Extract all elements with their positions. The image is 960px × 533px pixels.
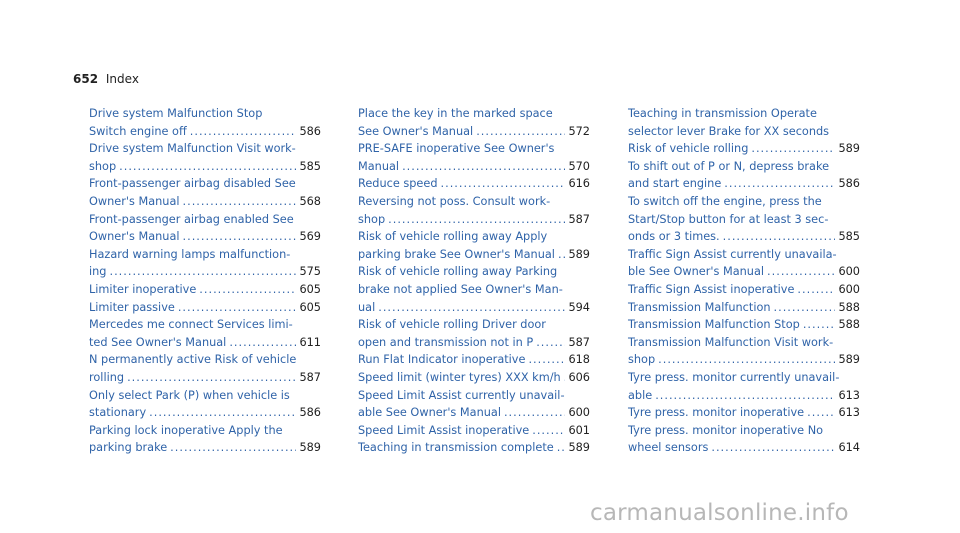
- index-entry-text: Risk of vehicle rolling away Parking: [358, 265, 558, 279]
- leader-dots: [536, 334, 565, 352]
- index-entry-line: [89, 193, 321, 211]
- page-reference: 586: [299, 124, 321, 138]
- page-reference: 616: [568, 177, 590, 191]
- index-entry-text: Parking lock inoperative Apply the: [89, 423, 283, 437]
- index-entry-text: Risk of vehicle rolling Driver door: [358, 318, 546, 332]
- section-title: Index: [105, 72, 139, 86]
- index-entry-line: [89, 263, 321, 281]
- leader-dots: [402, 158, 565, 176]
- index-entry-text: PRE-SAFE inoperative See Owner's: [358, 142, 555, 156]
- index-entry-line: [628, 281, 860, 299]
- index-entry-text: Speed Limit Assist currently unavail-: [358, 388, 565, 402]
- index-entry-text: Manual: [358, 159, 400, 173]
- index-entry-text: To switch off the engine, press the: [628, 194, 822, 208]
- index-entry-text: Front-passenger airbag enabled See: [89, 212, 294, 226]
- index-entry-text: Risk of vehicle rolling away Apply: [358, 230, 548, 244]
- index-entry-line: [358, 351, 590, 369]
- index-entry-line: [89, 334, 321, 352]
- index-entry-text: stationary: [89, 406, 147, 420]
- index-entry-text: Limiter inoperative: [89, 282, 197, 296]
- leader-dots: [178, 299, 297, 317]
- leader-dots: [190, 123, 297, 141]
- index-column-3: [628, 105, 860, 457]
- leader-dots: [751, 140, 835, 158]
- index-entry-line: [89, 228, 321, 246]
- index-entry-line: [628, 263, 860, 281]
- watermark: carmanualsonline.info: [590, 500, 849, 526]
- index-entry-text: parking brake: [89, 441, 168, 455]
- page-reference: 589: [299, 441, 321, 455]
- index-entry-line: [358, 211, 590, 229]
- index-entry-text: See Owner's Manual: [358, 124, 474, 138]
- page-reference: 569: [299, 230, 321, 244]
- index-entry-text: shop: [89, 159, 117, 173]
- index-entry-line: [628, 404, 860, 422]
- page-reference: 594: [568, 300, 590, 314]
- leader-dots: [532, 422, 565, 440]
- index-entry-text: Mercedes me connect Services limi-: [89, 318, 293, 332]
- page-reference: 605: [299, 282, 321, 296]
- index-entry-text: rolling: [89, 370, 125, 384]
- index-entry-text: Transmission Malfunction Visit work-: [628, 335, 834, 349]
- index-entry-line: [628, 299, 860, 317]
- page-reference: 570: [568, 159, 590, 173]
- index-entry-text: To shift out of P or N, depress brake: [628, 159, 830, 173]
- leader-dots: [441, 175, 566, 193]
- index-entry-line: [358, 369, 590, 387]
- index-entry-text: Tyre press. monitor inoperative: [628, 406, 805, 420]
- index-entry-text: Switch engine off: [89, 124, 187, 138]
- index-entry-text: and start engine: [628, 177, 722, 191]
- index-entry-text: brake not applied See Owner's Man-: [358, 282, 563, 296]
- index-entry-line: [89, 281, 321, 299]
- index-entry-line: [89, 123, 321, 141]
- index-entry-text: open and transmission not in P: [358, 335, 534, 349]
- index-entry-text: Speed Limit Assist inoperative: [358, 423, 530, 437]
- index-entry-text: Traffic Sign Assist currently unavaila-: [628, 247, 837, 261]
- leader-dots: [767, 263, 835, 281]
- index-column-1: [89, 105, 321, 457]
- page-reference: 568: [299, 194, 321, 208]
- leader-dots: [655, 387, 835, 405]
- page-reference: 600: [838, 282, 860, 296]
- page-reference: 589: [838, 353, 860, 367]
- page-reference: 613: [838, 388, 860, 402]
- index-entry-text: parking brake See Owner's Manual: [358, 247, 555, 261]
- index-entry-text: Drive system Malfunction Stop: [89, 107, 263, 120]
- index-entry-text: Transmission Malfunction Stop: [628, 318, 800, 332]
- leader-dots: [183, 193, 297, 211]
- index-entry-text: Tyre press. monitor inoperative No: [628, 423, 824, 437]
- index-entry-text: Tyre press. monitor currently unavail-: [628, 370, 840, 384]
- leader-dots: [476, 123, 565, 141]
- index-entry-text: ing: [89, 265, 107, 279]
- index-entry-line: [89, 369, 321, 387]
- index-entry-line: [628, 439, 860, 457]
- page-reference: 572: [568, 124, 590, 138]
- index-entry-text: Reversing not poss. Consult work-: [358, 194, 551, 208]
- page-reference: 614: [838, 441, 860, 455]
- index-entry-line: [628, 351, 860, 369]
- leader-dots: [807, 404, 835, 422]
- index-entry-text: Teaching in transmission Operate: [628, 107, 817, 120]
- index-entry-text: Speed limit (winter tyres) XXX km/h: [358, 370, 561, 384]
- page-reference: 611: [299, 335, 321, 349]
- index-entry-text: Run Flat Indicator inoperative: [358, 353, 526, 367]
- leader-dots: [724, 175, 835, 193]
- index-entry-line: [628, 228, 860, 246]
- index-entry-text: shop: [628, 353, 656, 367]
- leader-dots: [119, 158, 296, 176]
- index-entry-line: [358, 123, 590, 141]
- index-entry-text: Hazard warning lamps malfunction-: [89, 247, 291, 261]
- page-reference: 605: [299, 300, 321, 314]
- index-entry-line: [358, 334, 590, 352]
- index-entry-line: [358, 439, 590, 457]
- leader-dots: [723, 228, 836, 246]
- index-entry-line: [628, 140, 860, 158]
- index-entry-line: [628, 175, 860, 193]
- index-entry-line: [358, 175, 590, 193]
- page-header: [73, 72, 139, 86]
- page-reference: 589: [568, 247, 590, 261]
- leader-dots: [803, 316, 836, 334]
- index-entry-text: Place the key in the marked space: [358, 107, 553, 120]
- index-entry-text: ble See Owner's Manual: [628, 265, 765, 279]
- index-entry-text: Reduce speed: [358, 177, 438, 191]
- index-entry-line: [628, 316, 860, 334]
- page-reference: 600: [838, 265, 860, 279]
- leader-dots: [378, 299, 565, 317]
- leader-dots: [504, 404, 565, 422]
- leader-dots: [199, 281, 296, 299]
- leader-dots: [564, 369, 566, 387]
- index-entry-text: ted See Owner's Manual: [89, 335, 227, 349]
- index-entry-text: Drive system Malfunction Visit work-: [89, 142, 296, 156]
- index-entry-line: [89, 439, 321, 457]
- page-reference: 589: [838, 142, 860, 156]
- page-reference: 588: [838, 318, 860, 332]
- index-entry-text: Risk of vehicle rolling: [628, 142, 749, 156]
- index-entry-text: shop: [358, 212, 386, 226]
- index-entry-text: Only select Park (P) when vehicle is: [89, 388, 290, 402]
- index-entry-line: [89, 158, 321, 176]
- leader-dots: [149, 404, 296, 422]
- page-reference: 587: [568, 335, 590, 349]
- page-reference: 589: [568, 441, 590, 455]
- index-entry-text: selector lever Brake for XX seconds: [628, 124, 830, 138]
- leader-dots: [109, 263, 296, 281]
- page-reference: 585: [838, 230, 860, 244]
- index-entry-text: Teaching in transmission complete: [358, 441, 554, 455]
- page-reference: 606: [568, 370, 590, 384]
- index-entry-text: able: [628, 388, 653, 402]
- leader-dots: [127, 369, 296, 387]
- leader-dots: [797, 281, 835, 299]
- page-reference: 618: [568, 353, 590, 367]
- index-entry-line: [89, 299, 321, 317]
- leader-dots: [170, 439, 296, 457]
- leader-dots: [558, 246, 565, 264]
- leader-dots: [229, 334, 296, 352]
- page-reference: 587: [568, 212, 590, 226]
- index-entry-text: Owner's Manual: [89, 194, 180, 208]
- page-reference: 585: [299, 159, 321, 173]
- index-entry-text: Limiter passive: [89, 300, 175, 314]
- index-entry-line: [358, 404, 590, 422]
- page-reference: 601: [568, 423, 590, 437]
- page-reference: 600: [568, 406, 590, 420]
- index-entry-text: Traffic Sign Assist inoperative: [628, 282, 795, 296]
- index-entry-line: [358, 299, 590, 317]
- index-entry-text: ual: [358, 300, 376, 314]
- index-entry-text: Start/Stop button for at least 3 sec-: [628, 212, 829, 226]
- index-entry-line: [628, 387, 860, 405]
- leader-dots: [528, 351, 565, 369]
- leader-dots: [388, 211, 565, 229]
- leader-dots: [774, 299, 836, 317]
- page-reference: 575: [299, 265, 321, 279]
- page-number: 652: [73, 72, 99, 86]
- page-reference: 586: [299, 406, 321, 420]
- leader-dots: [557, 439, 566, 457]
- leader-dots: [183, 228, 297, 246]
- index-entry-line: [358, 422, 590, 440]
- index-entry-text: Owner's Manual: [89, 230, 180, 244]
- leader-dots: [711, 439, 835, 457]
- index-entry-line: [358, 246, 590, 264]
- index-entry-text: Front-passenger airbag disabled See: [89, 177, 296, 191]
- index-entry-line: [89, 404, 321, 422]
- page-reference: 588: [838, 300, 860, 314]
- index-entry-text: wheel sensors: [628, 441, 709, 455]
- page-reference: 587: [299, 370, 321, 384]
- index-entry-text: N permanently active Risk of vehicle: [89, 353, 297, 367]
- index-entry-text: onds or 3 times.: [628, 230, 720, 244]
- index-entry-line: [358, 158, 590, 176]
- index-entry-text: able See Owner's Manual: [358, 406, 501, 420]
- leader-dots: [658, 351, 835, 369]
- page-reference: 586: [838, 177, 860, 191]
- index-entry-text: Transmission Malfunction: [628, 300, 771, 314]
- index-column-2: [358, 105, 590, 457]
- page-reference: 613: [838, 406, 860, 420]
